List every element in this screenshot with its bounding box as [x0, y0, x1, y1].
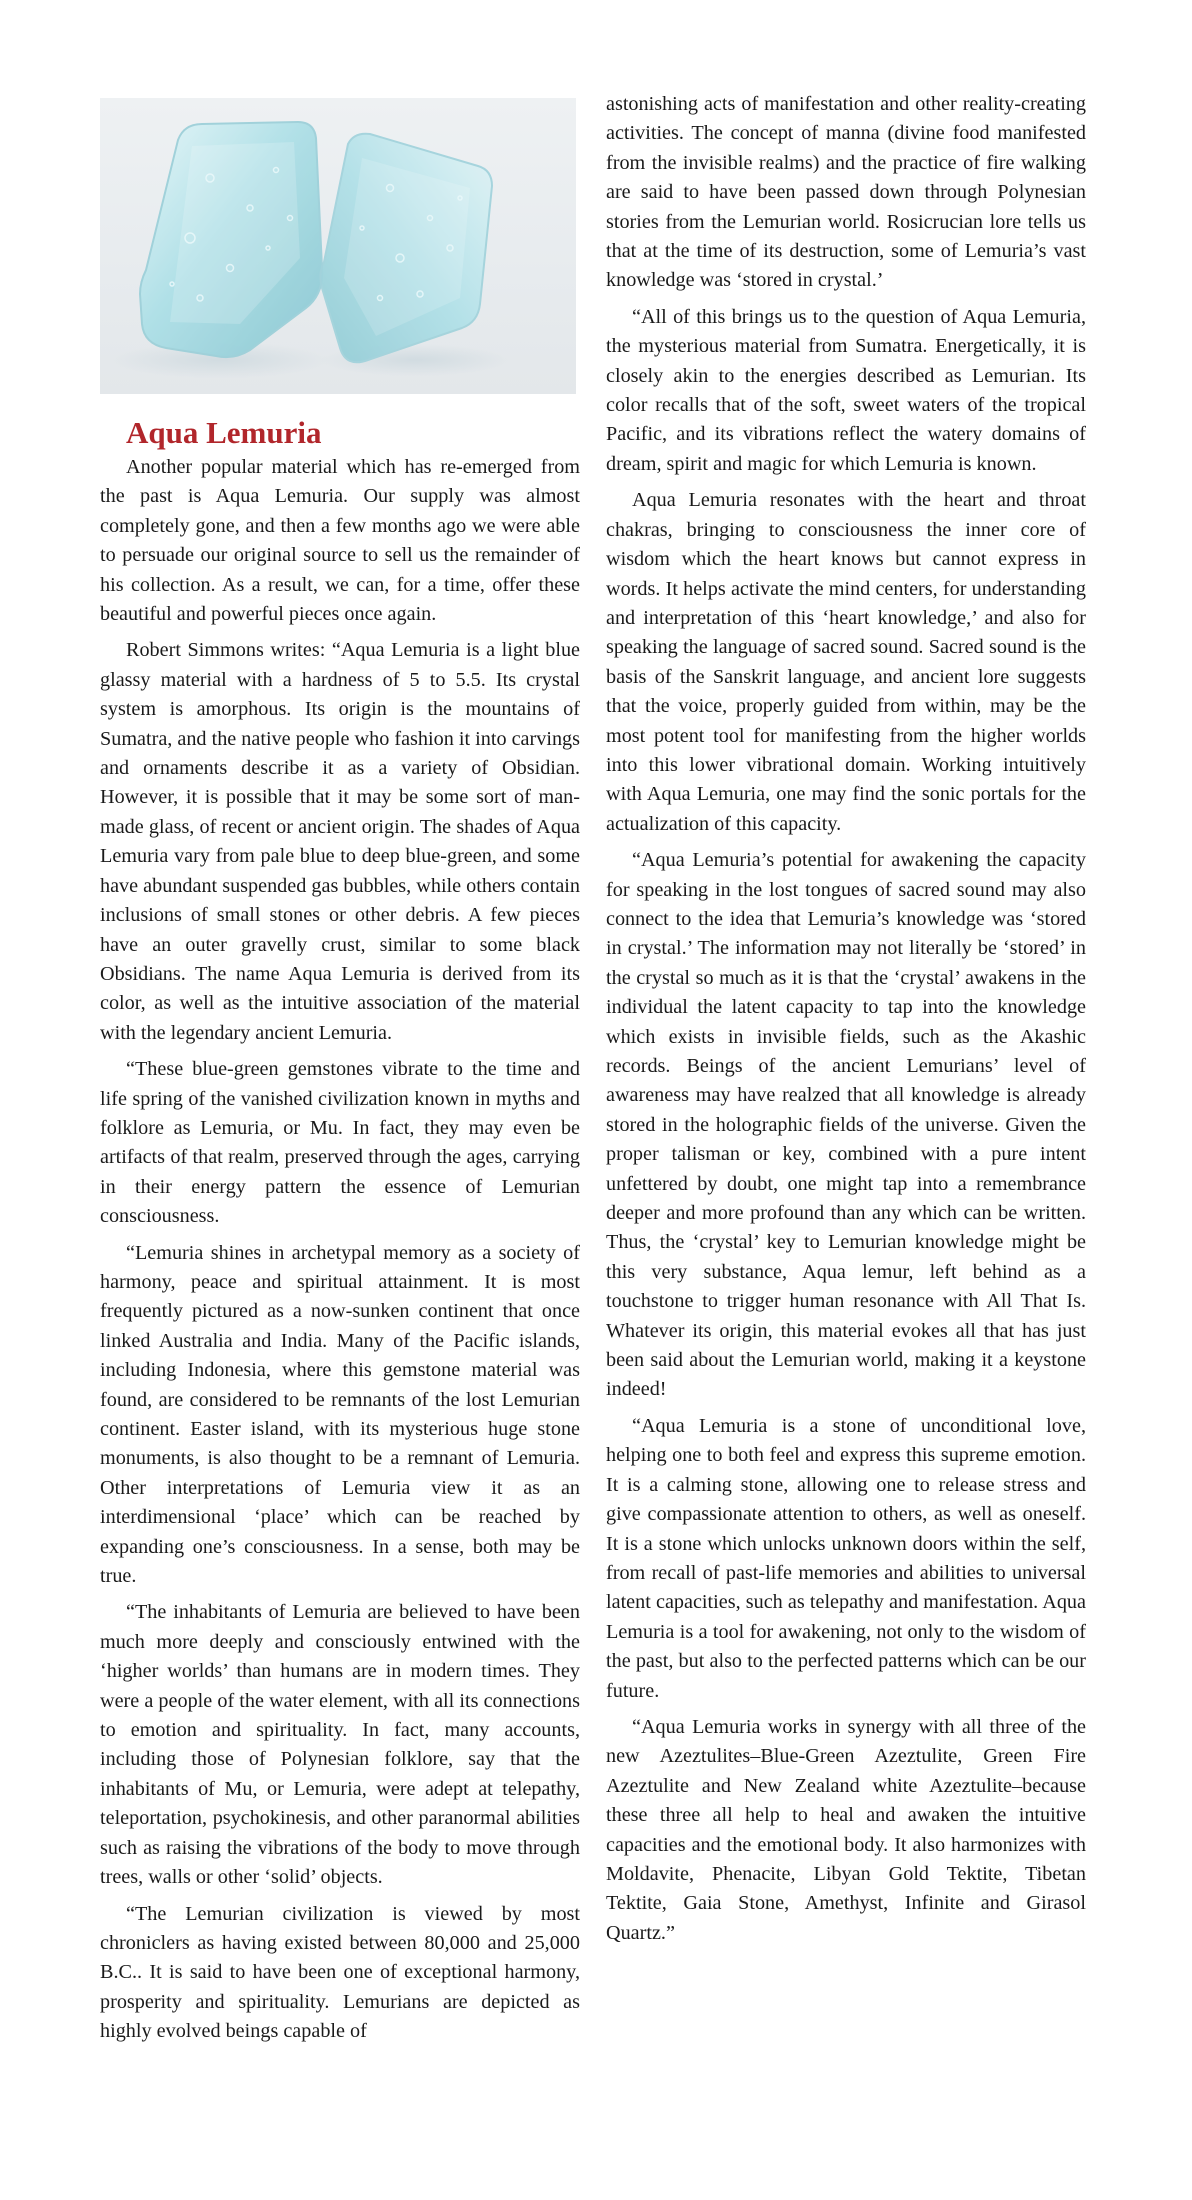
right-paragraph-1: astonishing acts of manifestation and other reality-creating activities. The concept of manna (divine food manifested from the invisible realms) and the practice of fire walking are said to have been passed down through Polynesian stories from the Lemurian world. Rosicrucian lore tells us that at the time of its destruction, some of Lemuria’s vast knowledge was ‘stored in crystal.’ [606, 93, 1086, 292]
left-paragraph-2: Robert Simmons writes: “Aqua Lemuria is a light blue glassy material with a hardness of 5 to 5.5. Its crystal system is amorphous. Its origin is the mountains of Sumatra, and the native people who fashion it into carvings and ornaments describe it as a variety of Obsidian. However, it is possible that it may be some sort of man-made glass, of recent or ancient origin. The shades of Aqua Lemuria vary from pale blue to deep blue-green, and some have abundant suspended gas bubbles, while others contain inclusions of small stones or other debris. A few pieces have an outer gravelly crust, similar to some black Obsidians. The name Aqua Lemuria is derived from its color, as well as the intuitive association of the material with the legendary ancient Lemuria. [100, 639, 580, 1044]
aqua-lemuria-stones-image [100, 98, 576, 394]
aqua-lemuria-photo [100, 98, 576, 394]
right-paragraph-2: “All of this brings us to the question of Aqua Lemuria, the mysterious material from Sumatra. Energetically, it is closely akin to the energies described as Lemurian. Its color recalls that of the soft, sweet waters of the tropical Pacific, and its vibrations reflect the watery domains of dream, spirit and magic for which Lemuria is known. [606, 305, 1086, 475]
right-paragraph-6: “Aqua Lemuria works in synergy with all three of the new Azeztulites–Blue-Green Azeztulite, Green Fire Azeztulite and New Zealand white Azeztulite–because these three all help to heal and awaken the intuitive capacities and the emotional body. It also harmonizes with Moldavite, Phenacite, Libyan Gold Tektite, Tibetan Tektite, Gaia Stone, Amethyst, Infinite and Girasol Quartz.” [606, 1715, 1086, 1944]
left-paragraph-3: “These blue-green gemstones vibrate to the time and life spring of the vanished civilization known in myths and folklore as Lemuria, or Mu. In fact, they may even be artifacts of that realm, preserved through the ages, carrying in their energy pattern the essence of Lemurian consciousness. [100, 1058, 580, 1228]
left-paragraph-1: Another popular material which has re-emerged from the past is Aqua Lemuria. Our supply was almost completely gone, and then a few months ago we were able to persuade our original source to sell us the remainder of his collection. As a result, we can, for a time, offer these beautiful and powerful pieces once again. [100, 456, 580, 626]
article-title: Aqua Lemuria [126, 415, 322, 450]
right-paragraph-5: “Aqua Lemuria is a stone of unconditional love, helping one to both feel and express this supreme emotion. It is a calming stone, allowing one to release stress and give compassionate attention to others, as well as oneself. It is a stone which unlocks unknown doors within the self, from recall of past-life memories and abilities to universal latent capacities, such as telepathy and manifestation. Aqua Lemuria is a tool for awakening, not only to the wisdom of the past, but also to the perfected patterns which can be our future. [606, 1414, 1086, 1702]
right-column [606, 90, 1086, 1948]
left-paragraph-4: “Lemuria shines in archetypal memory as a society of harmony, peace and spiritual attainment. It is most frequently pictured as a now-sunken continent that once linked Australia and India. Many of the Pacific islands, including Indonesia, where this gemstone material was found, are considered to be remnants of the lost Lemurian continent. Easter island, with its mysterious huge stone monuments, is also thought to be a remnant of Lemuria. Other interpretations of Lemuria view it as an interdimensional ‘place’ which can be reached by expanding one’s consciousness. In a sense, both may be true. [100, 1241, 580, 1588]
right-paragraph-3: Aqua Lemuria resonates with the heart and throat chakras, bringing to consciousness the inner core of wisdom which the heart knows but cannot express in words. It helps activate the mind centers, for understanding and interpretation of this ‘heart knowledge,’ and also for speaking the language of sacred sound. Sacred sound is the basis of the Sanskrit language, and ancient lore suggests that the voice, properly guided from within, may be the most potent tool for manifesting from the higher worlds into this lower vibrational domain. Working intuitively with Aqua Lemuria, one may find the sonic portals for the actualization of this capacity. [606, 489, 1086, 835]
left-paragraph-5: “The inhabitants of Lemuria are believed to have been much more deeply and consciously entwined with the ‘higher worlds’ than humans are in modern times. They were a people of the water element, with all its connections to emotion and spirituality. In fact, many accounts, including those of Polynesian folklore, say that the inhabitants of Mu, or Lemuria, were adept at telepathy, teleportation, psychokinesis, and other paranormal abilities such as raising the vibrations of the body to move through trees, walls or other ‘solid’ objects. [100, 1601, 580, 1889]
left-paragraph-6: “The Lemurian civilization is viewed by most chroniclers as having existed between 80,000 and 25,000 B.C.. It is said to have been one of exceptional harmony, prosperity and spirituality. Lemurians are depicted as highly evolved beings capable of [100, 1902, 580, 2043]
left-column [100, 413, 580, 2047]
right-paragraph-4: “Aqua Lemuria’s potential for awakening the capacity for speaking in the lost tongues of sacred sound may also connect to the idea that Lemuria’s knowledge was ‘stored in crystal.’ The information may not literally be ‘stored’ in the crystal so much as it is that the ‘crystal’ awakens in the individual the latent capacity to tap into the knowledge which exists in invisible fields, such as the Akashic records. Beings of the ancient Lemurians’ level of awareness may have realzed that all knowledge is already stored in the holographic fields of the universe. Given the proper talisman or key, combined with a pure intent unfettered by doubt, one might tap into a remembrance deeper and more profound than any which can be written. Thus, the ‘crystal’ key to Lemurian knowledge might be this very substance, Aqua lemur, left behind as a touchstone to trigger human resonance with All That Is. Whatever its origin, this material evokes all that has just been said about the Lemurian world, making it a keystone indeed! [606, 849, 1086, 1401]
